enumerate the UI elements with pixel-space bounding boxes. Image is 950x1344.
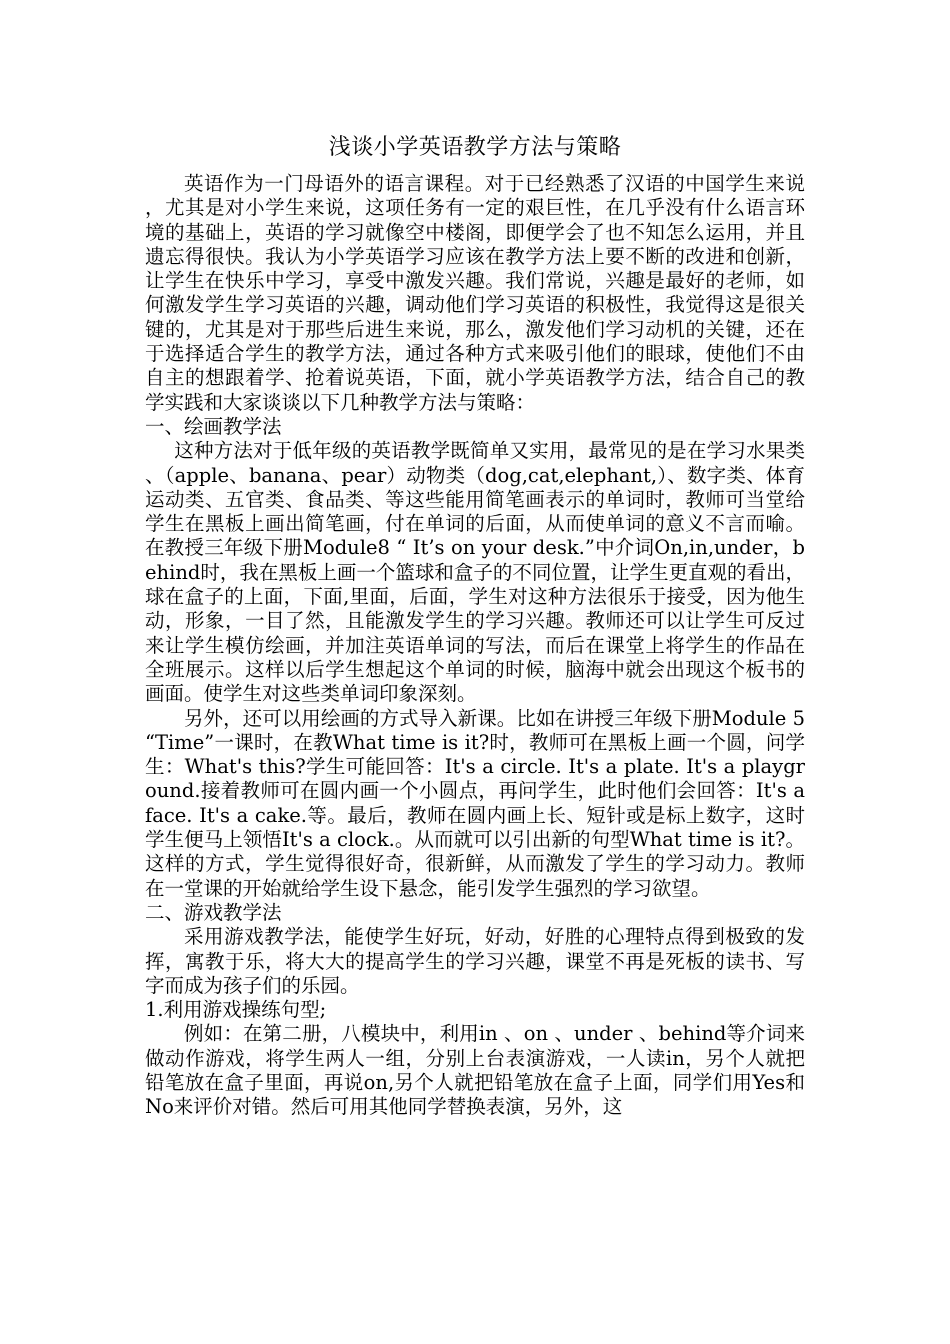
games-paragraph-1: 采用游戏教学法，能使学生好玩，好动，好胜的心理特点得到极致的发挥，寓教于乐，将大大的提高学生的学习兴趣，课堂不再是死板的读书、写字而成为孩子们的乐园。 [145, 925, 805, 997]
games-subheading-1: 1.利用游戏操练句型; [145, 998, 327, 1022]
section-heading-games: 二、游戏教学法 [145, 900, 282, 924]
drawing-paragraph-2: 另外，还可以用绘画的方式导入新课。比如在讲授三年级下册Module 5 “Time”一课时，在教What time is it?时，教师可在黑板上画一个圆，问学生：What's this?学生可能回答：It's a circle. It's a plate. It's a playground.接着教师可在圆内画一个小圆点，再问学生，此时他们会回答：It's a face. It's a cake.等。最后，教师在圆内画上长、短针或是标上数字，这时学生便马上领悟It's a clock.。从而就可以引出新的句型What time is it?。这样的方式，学生觉得很好奇，很新鲜，从而激发了学生的学习动力。教师在一堂课的开始就给学生设下悬念，能引发学生强烈的学习欲望。 [145, 706, 805, 900]
games-paragraph-2: 例如：在第二册，八模块中，利用in 、on 、under 、behind等介词来做动作游戏，将学生两人一组，分别上台表演游戏，一人读in，另个人就把铅笔放在盒子里面，再说on,另个人就把铅笔放在盒子上面，同学们用Yes和No来评价对错。然后可用其他同学替换表演，另外，这 [145, 1022, 805, 1119]
document-page [145, 130, 805, 1120]
drawing-paragraph-1: 这种方法对于低年级的英语教学既简单又实用，最常见的是在学习水果类、（apple、banana、pear）动物类（dog,cat,elephant,）、数字类、体育运动类、五官类、食品类、等这些能用简笔画表示的单词时，教师可当堂给学生在黑板上画出简笔画，付在单词的后面，从而使单词的意义不言而喻。在教授三年级下册Module8 “ It’s on your desk.”中介词On,in,under，behind时，我在黑板上画一个篮球和盒子的不同位置，让学生更直观的看出，球在盒子的上面，下面,里面，后面，学生对这种方法很乐于接受，因为他生动，形象，一目了然，且能激发学生的学习兴趣。教师还可以让学生可反过来让学生模仿绘画，并加注英语单词的写法，而后在课堂上将学生的作品在全班展示。这样以后学生想起这个单词的时候，脑海中就会出现这个板书的画面。使学生对这些类单词印象深刻。 [145, 439, 805, 706]
document-title: 浅谈小学英语教学方法与策略 [328, 135, 622, 160]
section-heading-drawing: 一、绘画教学法 [145, 414, 282, 438]
intro-paragraph: 英语作为一门母语外的语言课程。对于已经熟悉了汉语的中国学生来说，尤其是对小学生来说，这项任务有一定的艰巨性，在几乎没有什么语言环境的基础上，英语的学习就像空中楼阁，即便学会了也不知怎么运用，并且遗忘得很快。我认为小学英语学习应该在教学方法上要不断的改进和创新，让学生在快乐中学习，享受中激发兴趣。我们常说，兴趣是最好的老师，如何激发学生学习英语的兴趣，调动他们学习英语的积极性，我觉得这是很关键的，尤其是对于那些后进生来说，那么，激发他们学习动机的关键，还在于选择适合学生的教学方法，通过各种方式来吸引他们的眼球，使他们不由自主的想跟着学、抢着说英语，下面，就小学英语教学方法，结合自己的教学实践和大家谈谈以下几种教学方法与策略： [145, 172, 805, 414]
